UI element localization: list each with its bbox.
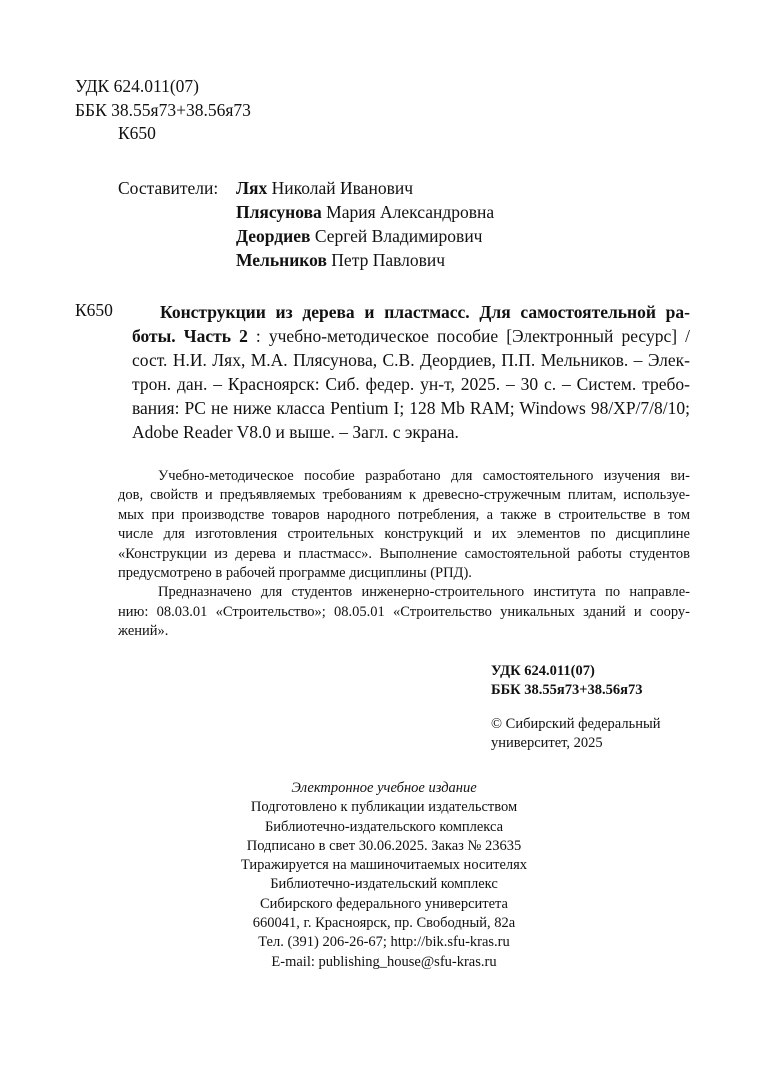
imprint-line: Тиражируется на машиночитаемых носителях xyxy=(240,857,528,874)
record-line-1: Конструкции из дерева и пластмасс. Для самостоятельной ра- xyxy=(160,302,690,322)
author-mark: К650 xyxy=(118,123,156,143)
bbk-code-right: ББК 38.55я73+38.56я73 xyxy=(491,682,643,698)
imprint-line: Сибирского федерального университета xyxy=(260,895,508,912)
udk-code: УДК 624.011(07) xyxy=(75,76,199,96)
record-line-3: сост. Н.И. Лях, М.А. Плясунова, С.В. Деордиев, П.П. Мельников. – Элек- xyxy=(132,350,690,370)
compiler-3: Деордиев Сергей Владимирович xyxy=(236,226,483,246)
annotation-line: предусмотрено в рабочей программе дисциплины (РПД). xyxy=(118,565,472,582)
annotation-line: мых при производстве товаров народного потребления, а также в строительстве в том xyxy=(118,506,690,523)
edition-type: Электронное учебное издание xyxy=(291,780,477,796)
udk-code-right: УДК 624.011(07) xyxy=(491,663,595,679)
annotation-line: Предназначено для студентов инженерно-строительного института по направле- xyxy=(158,584,690,601)
record-line-6: Adobe Reader V8.0 и выше. – Загл. с экрана. xyxy=(132,422,459,442)
copyright-line-2: университет, 2025 xyxy=(491,735,603,751)
imprint-line: Библиотечно-издательский комплекс xyxy=(270,876,498,893)
record-code: К650 xyxy=(75,300,113,320)
bibliographic-record xyxy=(132,300,690,444)
copyright-line-1: © Сибирский федеральный xyxy=(491,716,661,732)
imprint-line: E-mail: publishing_house@sfu-kras.ru xyxy=(271,953,497,970)
record-line-2: боты. Часть 2 : учебно-методическое пособие [Электронный ресурс] / xyxy=(132,326,690,346)
imprint-line: Подготовлено к публикации издательством xyxy=(250,799,518,816)
record-line-5: вания: PC не ниже класса Pentium I; 128 Mb RAM; Windows 98/XP/7/8/10; xyxy=(132,398,690,418)
annotation-line: «Конструкции из дерева и пластмасс». Выполнение самостоятельной работы студентов xyxy=(118,545,690,562)
annotation xyxy=(118,467,690,642)
imprint-line: 660041, г. Красноярск, пр. Свободный, 82а xyxy=(252,915,516,932)
annotation-line: нию: 08.03.01 «Строительство»; 08.05.01 «Строительство уникальных зданий и соору- xyxy=(118,603,690,620)
annotation-line: дов, свойств и предъявляемых требованиям к древесно-стружечным плитам, используе- xyxy=(118,487,690,504)
imprint xyxy=(180,779,588,972)
bbk-code: ББК 38.55я73+38.56я73 xyxy=(75,100,251,120)
compiler-2: Плясунова Мария Александровна xyxy=(236,202,495,222)
compiler-4: Мельников Петр Павлович xyxy=(236,250,446,270)
record-line-4: трон. дан. – Красноярск: Сиб. федер. ун-т, 2025. – 30 с. – Систем. требо- xyxy=(132,374,690,394)
compilers-label: Составители: xyxy=(118,178,219,198)
annotation-line: Учебно-методическое пособие разработано для самостоятельного изучения ви- xyxy=(158,468,690,484)
annotation-line: жений». xyxy=(118,623,169,640)
imprint-line: Тел. (391) 206-26-67; http://bik.sfu-kras.ru xyxy=(258,934,510,951)
compiler-1: Лях Николай Иванович xyxy=(236,178,413,198)
imprint-line: Библиотечно-издательского комплекса xyxy=(264,818,504,835)
imprint-line: Подписано в свет 30.06.2025. Заказ № 23635 xyxy=(246,837,522,854)
annotation-line: числе для изготовления строительных конструкций и их элементов по дисциплине xyxy=(118,526,690,543)
